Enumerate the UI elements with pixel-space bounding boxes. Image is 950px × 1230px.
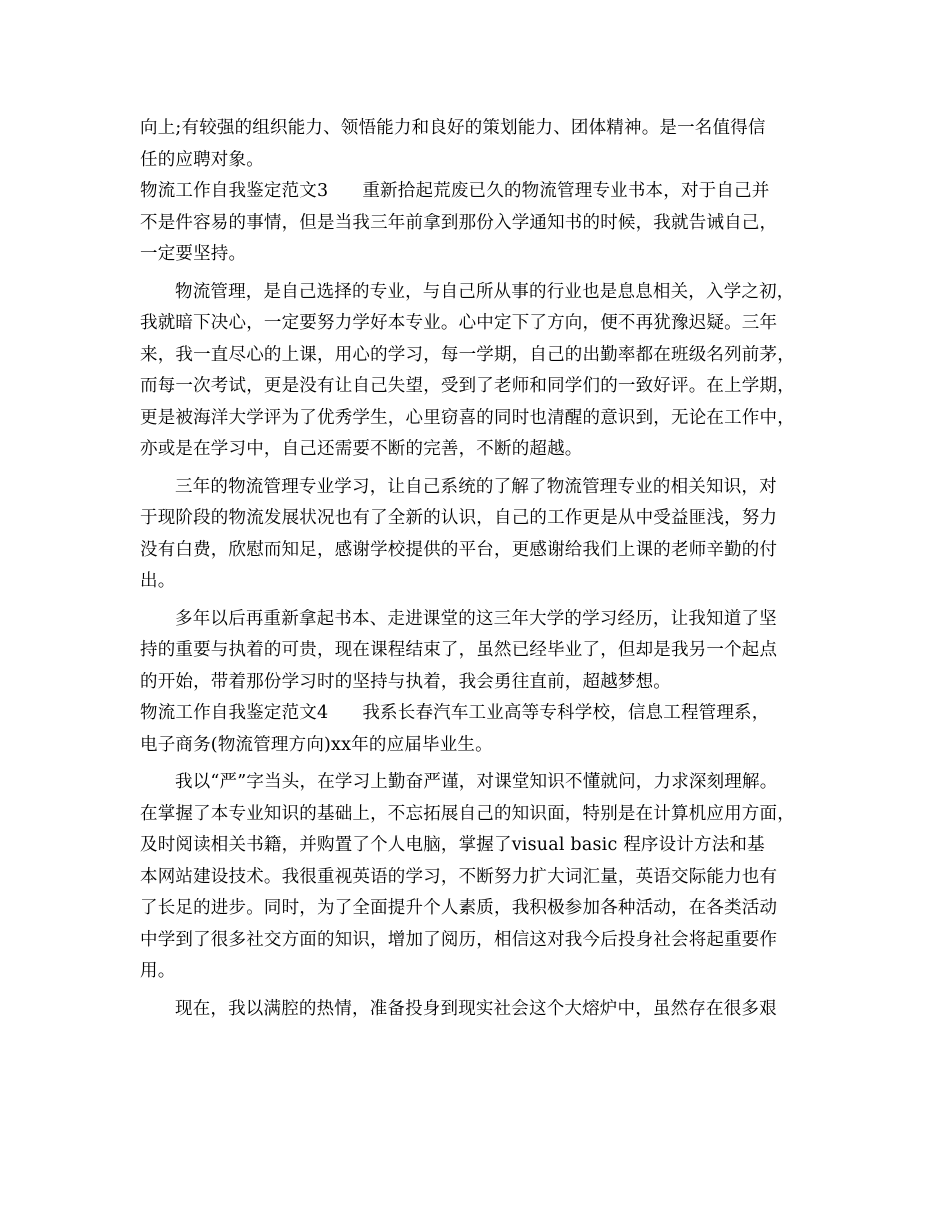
paragraph xyxy=(140,277,828,466)
text-line: 我以“严”字当头，在学习上勤奋严谨，对课堂知识不懂就问，力求深刻理解。 xyxy=(175,772,778,792)
text-line: 在掌握了本专业知识的基础上，不忘拓展自己的知识面，特别是在计算机应用方面， xyxy=(140,803,795,824)
paragraph xyxy=(140,472,828,598)
text-line: 持的重要与执着的可贵，现在课程结束了，虽然已经毕业了，但却是我另一个起点 xyxy=(140,640,778,660)
text-line: 本网站建设技术。我很重视英语的学习，不断努力扩大词汇量，英语交际能力也有 xyxy=(140,866,778,887)
heading-line xyxy=(140,698,828,730)
text-line: 出。 xyxy=(140,571,176,591)
text-line: 及时阅读相关书籍，并购置了个人电脑，掌握了visual basic 程序设计方法和基 xyxy=(140,835,765,855)
text-line: 一定要坚持。 xyxy=(140,244,247,264)
text-line: 的开始，带着那份学习时的坚持与执着，我会勇往直前，超越梦想。 xyxy=(140,671,671,692)
document-body xyxy=(140,113,828,1025)
text-line: 向上;有较强的组织能力、领悟能力和良好的策划能力、团体精神。是一名值得信 xyxy=(140,118,766,138)
text-line: 来，我一直尽心的上课，用心的学习，每一学期，自己的出勤率都在班级名列前茅， xyxy=(140,344,795,365)
text-line: 物流管理，是自己选择的专业，与自己所从事的行业也是息息相关，入学之初， xyxy=(175,281,795,302)
section-heading-3 xyxy=(140,176,828,271)
text-line: 亦或是在学习中，自己还需要不断的完善，不断的超越。 xyxy=(140,439,583,459)
text-line: 用。 xyxy=(140,961,176,981)
section-title: 物流工作自我鉴定范文4 xyxy=(140,703,329,723)
section-heading-4 xyxy=(140,698,828,761)
text-line: 三年的物流管理专业学习，让自己系统的了解了物流管理专业的相关知识，对 xyxy=(175,476,777,497)
text-line: 重新拾起荒废已久的物流管理专业书本，对于自己并 xyxy=(362,181,770,201)
text-line: 更是被海洋大学评为了优秀学生，心里窃喜的同时也清醒的意识到，无论在工作中， xyxy=(140,407,795,428)
text-line: 我就暗下决心，一定要努力学好本专业。心中定下了方向，便不再犹豫迟疑。三年 xyxy=(140,313,778,333)
paragraph xyxy=(140,767,828,988)
text-line: 电子商务(物流管理方向)xx年的应届毕业生。 xyxy=(140,734,493,755)
text-line: 而每一次考试，更是没有让自己失望，受到了老师和同学们的一致好评。在上学期， xyxy=(140,376,795,396)
text-line: 多年以后再重新拿起书本、走进课堂的这三年大学的学习经历，让我知道了坚 xyxy=(175,608,777,629)
text-line: 不是件容易的事情，但是当我三年前拿到那份入学通知书的时候，我就告诫自己， xyxy=(140,212,778,233)
heading-line xyxy=(140,176,828,208)
text-line: 现在，我以满腔的热情，准备投身到现实社会这个大熔炉中，虽然存在很多艰 xyxy=(175,998,777,1019)
section-title: 物流工作自我鉴定范文3 xyxy=(140,181,329,201)
text-line: 我系长春汽车工业高等专科学校，信息工程管理系， xyxy=(362,703,770,723)
text-line: 中学到了很多社交方面的知识，增加了阅历，相信这对我今后投身社会将起重要作 xyxy=(140,929,778,950)
paragraph-continuation xyxy=(140,113,828,176)
text-line: 于现阶段的物流发展状况也有了全新的认识，自己的工作更是从中受益匪浅，努力 xyxy=(140,508,778,528)
paragraph xyxy=(140,994,828,1026)
text-line: 任的应聘对象。 xyxy=(140,149,264,170)
paragraph xyxy=(140,604,828,699)
text-line: 了长足的进步。同时，为了全面提升个人素质，我积极参加各种活动，在各类活动 xyxy=(140,898,778,918)
text-line: 没有白费，欣慰而知足，感谢学校提供的平台，更感谢给我们上课的老师辛勤的付 xyxy=(140,539,778,560)
